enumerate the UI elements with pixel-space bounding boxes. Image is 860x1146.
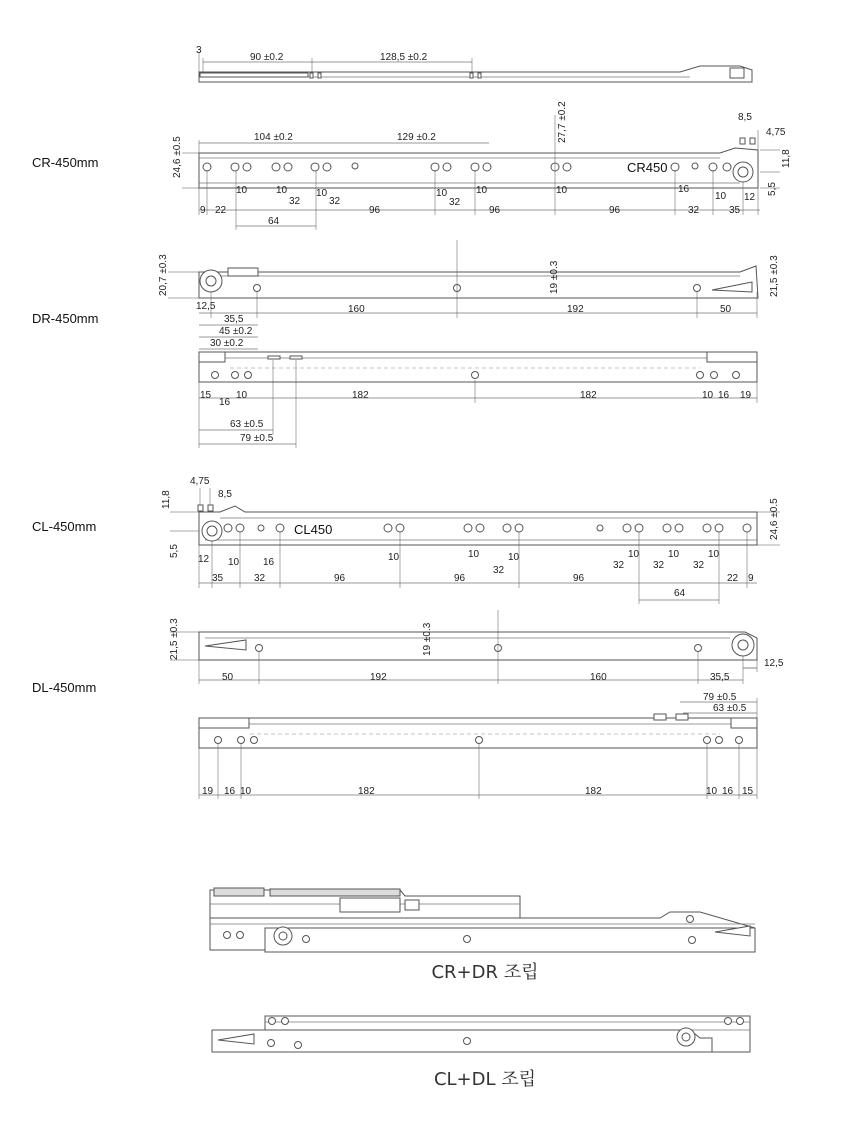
dr-dim-12-5: 12,5 xyxy=(196,301,216,312)
cl-hole-10-g: 10 xyxy=(708,549,720,560)
cr-dr-caption: CR+DR 조립 xyxy=(431,962,539,983)
dr-row2-19: 19 xyxy=(740,390,752,401)
cl-dim-11-8: 11,8 xyxy=(161,490,172,509)
cl-dim-24-6: 24,6 ±0.5 xyxy=(769,498,780,540)
cr-dim-5-5: 5,5 xyxy=(767,182,778,196)
cr-dim-11-8: 11,8 xyxy=(781,149,792,168)
cr-model-text: CR450 xyxy=(627,160,668,175)
dr-dim-160: 160 xyxy=(348,304,365,315)
cl-dim-8-5: 8,5 xyxy=(218,489,232,500)
cr-dr-assembly-drawing xyxy=(210,888,755,952)
cr-hole-dim-4: 10 xyxy=(436,188,448,199)
cr-dim-129: 129 ±0.2 xyxy=(397,132,436,143)
dl-row1-50: 50 xyxy=(222,672,234,683)
dl-row2-10: 10 xyxy=(240,786,252,797)
cr-hole-dim-16: 16 xyxy=(678,184,690,195)
cl-dim-64: 64 xyxy=(674,588,686,599)
dr-dim-45: 45 ±0.2 xyxy=(219,326,253,337)
dl-row2-16: 16 xyxy=(224,786,236,797)
cr-mid-32-b: 32 xyxy=(329,196,341,207)
cl-dl-assembly-drawing xyxy=(212,1016,750,1052)
cr-bottom-96-b: 96 xyxy=(489,205,501,216)
dr-dim-192: 192 xyxy=(567,304,584,315)
top-rail-drawing xyxy=(196,45,752,82)
dr-row2-16-b: 16 xyxy=(718,390,730,401)
cl-mid-32-d: 32 xyxy=(693,560,705,571)
top-dim-128: 128,5 ±0.2 xyxy=(380,52,428,63)
cr-mid-32-c: 32 xyxy=(449,197,461,208)
cl-bottom-9: 9 xyxy=(748,573,754,584)
dl-row2-16-b: 16 xyxy=(722,786,734,797)
cr-section xyxy=(32,101,792,230)
dl-label: DL-450mm xyxy=(32,680,97,695)
cl-bottom-96-b: 96 xyxy=(454,573,466,584)
dl-row2-15: 15 xyxy=(742,786,754,797)
cr-hole-dim-6: 10 xyxy=(556,185,568,196)
cr-dim-24-6: 24,6 ±0.5 xyxy=(172,136,183,178)
dl-row2-182-b: 182 xyxy=(585,786,602,797)
dl-row2-19: 19 xyxy=(202,786,214,797)
dl-dim-19: 19 ±0.3 xyxy=(422,622,433,656)
dl-section xyxy=(32,610,784,799)
cl-dim-5-5: 5,5 xyxy=(169,544,180,558)
dl-row2-182-a: 182 xyxy=(358,786,375,797)
dl-row2-10-b: 10 xyxy=(706,786,718,797)
cr-bottom-22: 22 xyxy=(215,205,227,216)
cl-bottom-35: 35 xyxy=(212,573,224,584)
dr-dim-50: 50 xyxy=(720,304,732,315)
dl-dim-21-5: 21,5 ±0.3 xyxy=(169,618,180,660)
top-dim-90: 90 ±0.2 xyxy=(250,52,284,63)
cr-bottom-32: 32 xyxy=(688,205,700,216)
dr-row2-10: 10 xyxy=(236,390,248,401)
dl-row1-35-5: 35,5 xyxy=(710,672,730,683)
cl-hole-10-c: 10 xyxy=(468,549,480,560)
top-dim-3: 3 xyxy=(196,45,202,56)
cr-hole-dim-2: 10 xyxy=(276,185,288,196)
dl-row1-12-5: 12,5 xyxy=(764,658,784,669)
cl-bottom-32: 32 xyxy=(254,573,266,584)
dr-row2-182-a: 182 xyxy=(352,390,369,401)
cl-dim-4-75: 4,75 xyxy=(190,476,210,487)
cl-bottom-96-c: 96 xyxy=(573,573,585,584)
cl-hole-10-e: 10 xyxy=(628,549,640,560)
cr-mid-32-a: 32 xyxy=(289,196,301,207)
cl-mid-32-a: 32 xyxy=(493,565,505,576)
dr-row2-10-b: 10 xyxy=(702,390,714,401)
cr-hole-dim-3: 10 xyxy=(316,188,328,199)
cl-hole-16: 16 xyxy=(263,557,275,568)
dr-dim-30: 30 ±0.2 xyxy=(210,338,244,349)
cr-hole-dim-12: 12 xyxy=(744,192,756,203)
cr-dim-4-75: 4,75 xyxy=(766,127,786,138)
cl-label: CL-450mm xyxy=(32,519,97,534)
cr-hole-dim-7: 10 xyxy=(715,191,727,202)
cl-hole-10-a: 10 xyxy=(228,557,240,568)
cl-bottom-22: 22 xyxy=(727,573,739,584)
cl-mid-32-b: 32 xyxy=(613,560,625,571)
dr-section xyxy=(32,240,780,448)
cl-model-text: CL450 xyxy=(294,522,333,537)
cl-section xyxy=(32,476,780,604)
cl-hole-10-d: 10 xyxy=(508,552,520,563)
dr-row2-15: 15 xyxy=(200,390,212,401)
cr-hole-dim-1: 10 xyxy=(236,185,248,196)
dr-dim-63: 63 ±0.5 xyxy=(230,419,264,430)
cr-label: CR-450mm xyxy=(32,155,99,170)
cr-bottom-9: 9 xyxy=(200,205,206,216)
cl-hole-12: 12 xyxy=(198,554,210,565)
cl-hole-10-b: 10 xyxy=(388,552,400,563)
cl-mid-32-c: 32 xyxy=(653,560,665,571)
dr-dim-79: 79 ±0.5 xyxy=(240,433,274,444)
dl-dim-63: 63 ±0.5 xyxy=(713,703,747,714)
dr-label: DR-450mm xyxy=(32,311,99,326)
cr-dim-64: 64 xyxy=(268,216,280,227)
cr-dim-104: 104 ±0.2 xyxy=(254,132,293,143)
dl-row1-160: 160 xyxy=(590,672,607,683)
cr-bottom-96-a: 96 xyxy=(369,205,381,216)
dr-dim-19: 19 ±0.3 xyxy=(549,260,560,294)
dr-dim-21-5: 21,5 ±0.3 xyxy=(769,255,780,297)
dr-dim-20-7: 20,7 ±0.3 xyxy=(158,254,169,296)
dr-row2-182-b: 182 xyxy=(580,390,597,401)
cr-hole-dim-5: 10 xyxy=(476,185,488,196)
dl-row1-192: 192 xyxy=(370,672,387,683)
cr-dim-27-7: 27,7 ±0.2 xyxy=(557,101,568,143)
cr-dim-8-5: 8,5 xyxy=(738,112,752,123)
cr-bottom-96-c: 96 xyxy=(609,205,621,216)
dr-row2-16: 16 xyxy=(219,397,231,408)
cl-hole-10-f: 10 xyxy=(668,549,680,560)
cr-bottom-35: 35 xyxy=(729,205,741,216)
dl-dim-79: 79 ±0.5 xyxy=(703,692,737,703)
dr-dim-35-5: 35,5 xyxy=(224,314,244,325)
cl-bottom-96-a: 96 xyxy=(334,573,346,584)
cl-dl-caption: CL+DL 조립 xyxy=(433,1069,537,1090)
